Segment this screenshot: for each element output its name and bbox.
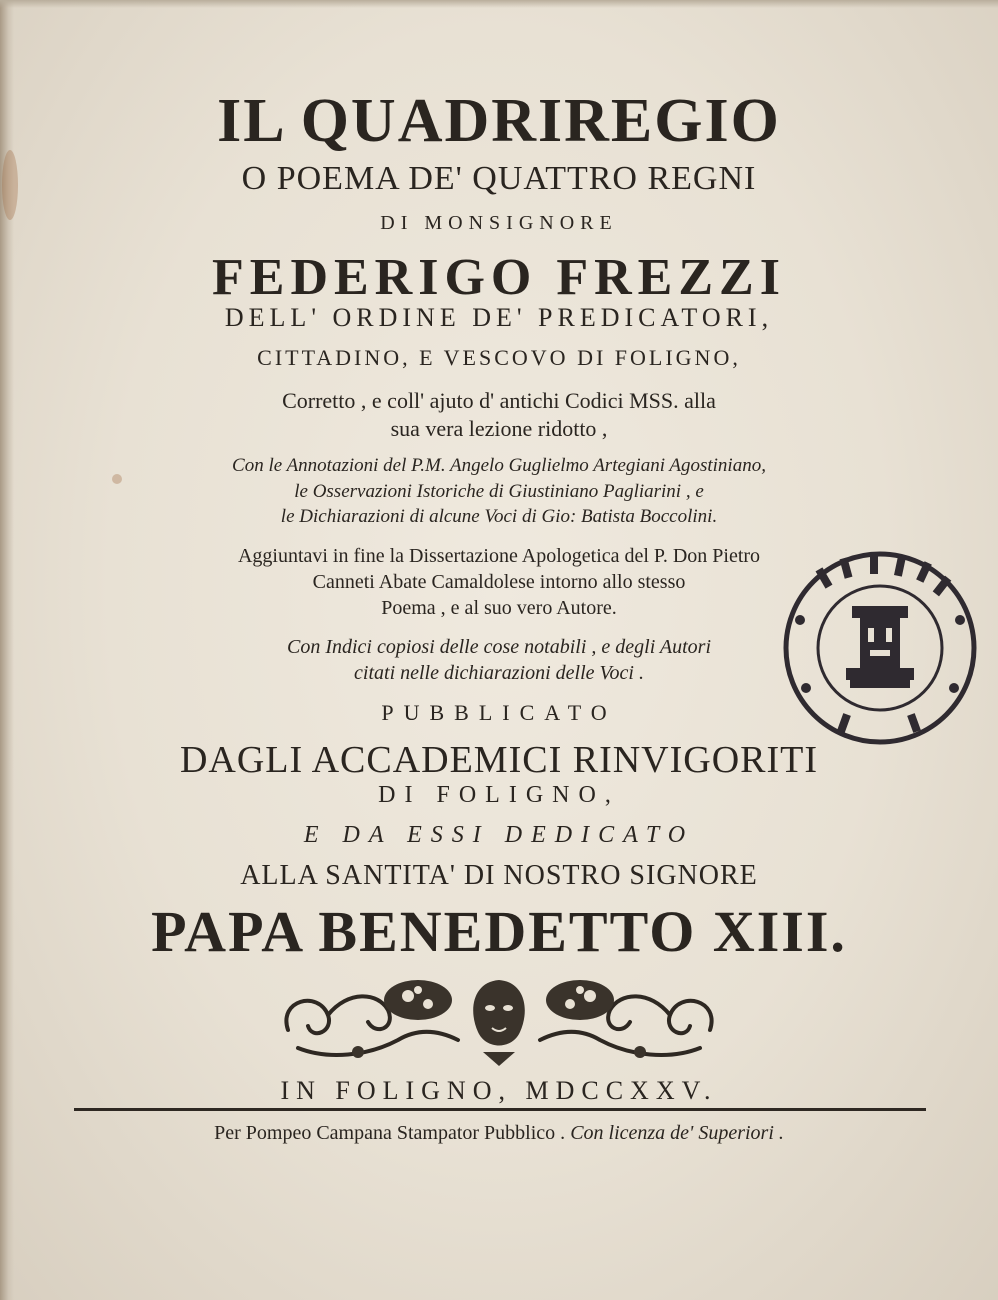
printer-name: Per Pompeo Campana Stampator Pubblico . bbox=[214, 1122, 566, 1144]
annotations-line: le Dichiarazioni di alcune Voci di Gio: Batista Boccolini. bbox=[280, 506, 718, 527]
annotations-line: Con le Annotazioni del P.M. Angelo Guglielmo Artegiani Agostiniano, bbox=[232, 455, 766, 476]
imprint-rule bbox=[74, 1108, 926, 1111]
author-order: DELL' ORDINE DE' PREDICATORI, bbox=[224, 303, 774, 332]
annotations-line: le Osservazioni Istoriche di Giustiniano Pagliarini , e bbox=[294, 481, 704, 502]
indices-line: citati nelle dichiarazioni delle Voci . bbox=[354, 662, 644, 684]
imprint-line: IN FOLIGNO, MDCCXXV. bbox=[280, 1076, 718, 1105]
by-line: DI MONSIGNORE bbox=[380, 212, 618, 234]
author-city: CITTADINO, E VESCOVO DI FOLIGNO, bbox=[257, 345, 741, 370]
corrected-line: Corretto , e coll' ajuto d' antichi Codici MSS. alla bbox=[282, 388, 716, 413]
page-edge-top bbox=[0, 0, 998, 8]
printer-line bbox=[0, 1122, 998, 1145]
book-subtitle: O POEMA DE' QUATTRO REGNI bbox=[241, 160, 757, 197]
appendix-line: Poema , e al suo vero Autore. bbox=[381, 597, 617, 619]
published-label: PUBBLICATO bbox=[381, 700, 617, 725]
license-text: Con licenza de' Superiori . bbox=[570, 1122, 784, 1144]
printer-ornament bbox=[268, 970, 730, 1066]
library-stamp bbox=[780, 548, 980, 748]
corrected-line: sua vera lezione ridotto , bbox=[390, 416, 608, 441]
indices-line: Con Indici copiosi delle cose notabili , e degli Autori bbox=[286, 636, 711, 658]
academy-city: DI FOLIGNO, bbox=[378, 782, 620, 808]
holiness-line: ALLA SANTITA' DI NOSTRO SIGNORE bbox=[240, 860, 758, 891]
dedication-line: E DA ESSI DEDICATO bbox=[303, 822, 695, 848]
pope-name: PAPA BENEDETTO XIII. bbox=[151, 899, 847, 964]
book-title: IL QUADRIREGIO bbox=[217, 87, 781, 155]
appendix-line: Aggiuntavi in fine la Dissertazione Apologetica del P. Don Pietro bbox=[237, 545, 761, 567]
academy-name: DAGLI ACCADEMICI RINVIGORITI bbox=[179, 739, 819, 781]
author-name: FEDERIGO FREZZI bbox=[212, 249, 786, 306]
appendix-line: Canneti Abate Camaldolese intorno allo stesso bbox=[312, 571, 686, 593]
